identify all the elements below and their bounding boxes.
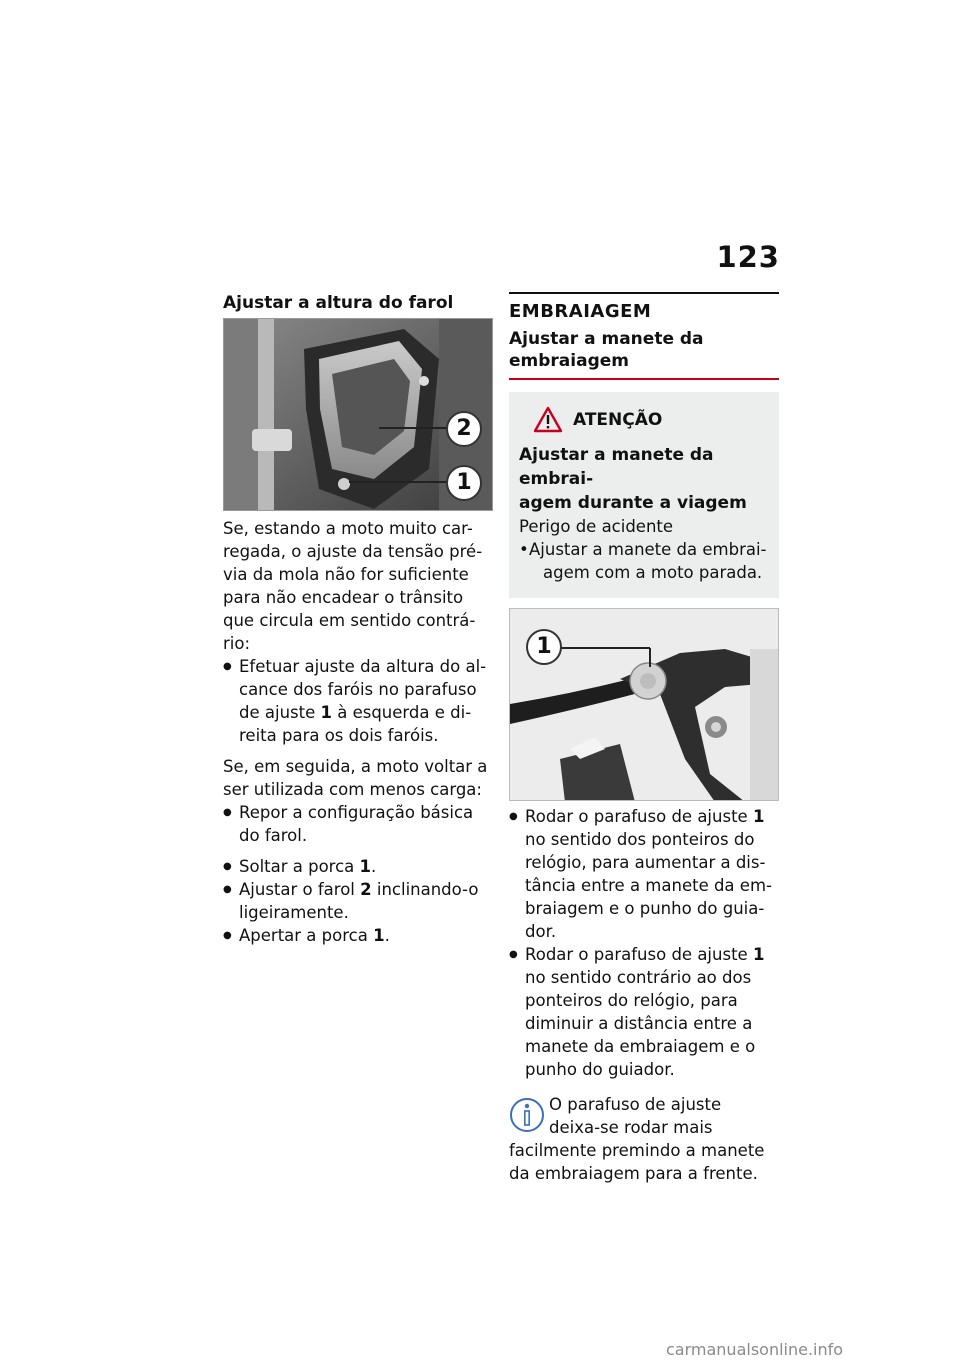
- warning-action: [519, 538, 769, 584]
- info-note: [509, 1093, 779, 1185]
- text-span: inclinando-o: [371, 880, 479, 899]
- text-line: [525, 805, 779, 828]
- text-line: ponteiros do relógio, para: [525, 991, 738, 1010]
- text-span: Soltar a porca: [239, 857, 360, 876]
- warning-headline: [519, 443, 769, 515]
- text-span: Rodar o parafuso de ajuste: [525, 807, 753, 826]
- text-line: ser utilizada com menos carga:: [223, 780, 482, 799]
- text-line: ligeiramente.: [239, 903, 349, 922]
- text-line: do farol.: [239, 826, 308, 845]
- text-line: agem durante a viagem: [519, 493, 747, 513]
- text-line: que circula em sentido contrá-: [223, 611, 476, 630]
- list-item: [509, 805, 779, 943]
- list-item: [223, 655, 493, 747]
- part-ref: 1: [359, 857, 372, 876]
- text-line: embraiagem: [509, 351, 629, 371]
- text-line: Se, em seguida, a moto voltar a: [223, 757, 488, 776]
- text-line: da embraiagem para a frente.: [509, 1164, 758, 1183]
- text-line: punho do guiador.: [525, 1060, 675, 1079]
- text-line: facilmente premindo a manete: [509, 1141, 765, 1160]
- text-line: para não encadear o trânsito: [223, 588, 464, 607]
- text-line: relógio, para aumentar a dis-: [525, 853, 766, 872]
- left-column: [223, 292, 493, 947]
- text-line: via da mola não for suficiente: [223, 565, 469, 584]
- text-span: Ajustar o farol: [239, 880, 361, 899]
- part-ref: 1: [320, 703, 332, 722]
- text-line: ● Efetuar ajuste da altura do al-: [239, 657, 487, 676]
- bullet-list: [223, 655, 493, 747]
- text-span: Rodar o parafuso de ajuste: [525, 945, 753, 964]
- text-line: agem com a moto parada.: [543, 563, 763, 582]
- steps-list: [223, 855, 493, 947]
- text-line: manete da embraiagem e o: [525, 1037, 756, 1056]
- text-line: Ajustar a manete da embrai-: [529, 540, 767, 559]
- list-item: [223, 801, 493, 847]
- text-line: Se, estando a moto muito car-: [223, 519, 473, 538]
- text-line: braiagem e o punho do guia-: [525, 899, 765, 918]
- right-column: [509, 292, 779, 1185]
- text-line: ● Repor a configuração básica: [239, 803, 474, 822]
- text-line: no sentido dos ponteiros do: [525, 830, 755, 849]
- text-line: rio:: [223, 634, 251, 653]
- page-number: 123: [716, 240, 780, 274]
- bullet-dot: •: [519, 540, 529, 559]
- text-line: Ajustar a manete da embrai-: [519, 445, 714, 489]
- callout-2: 2: [446, 411, 482, 447]
- text-line: [239, 878, 493, 901]
- warning-triangle-icon: [533, 406, 563, 433]
- watermark: carmanualsonline.info: [666, 1340, 844, 1359]
- list-item: [223, 924, 493, 947]
- list-item: [223, 855, 493, 878]
- text-line: regada, o ajuste da tensão pré-: [223, 542, 483, 561]
- text-line: [239, 701, 493, 724]
- warning-box: [509, 392, 779, 598]
- text-line: tância entre a manete da em-: [525, 876, 772, 895]
- list-item: [223, 878, 493, 924]
- text-line: dor.: [525, 922, 557, 941]
- text-line: O parafuso de ajuste: [549, 1095, 722, 1114]
- bullet-list: [223, 801, 493, 847]
- intro-paragraph: [223, 517, 493, 655]
- text-line: cance dos faróis no parafuso: [239, 680, 477, 699]
- chapter-title: EMBRAIAGEM: [509, 301, 652, 322]
- chapter-rule: [509, 292, 779, 294]
- text-line: diminuir a distância entre a: [525, 1014, 753, 1033]
- part-ref: 1: [373, 926, 385, 945]
- paragraph-2: [223, 755, 493, 801]
- text-line: Ajustar a manete da: [509, 329, 704, 349]
- text-span: à esquerda e di-: [331, 703, 472, 722]
- text-line: reita para os dois faróis.: [239, 726, 439, 745]
- text-span: .: [371, 857, 377, 876]
- part-ref: 1: [752, 945, 765, 964]
- info-icon: [509, 1095, 545, 1135]
- warning-label: ATENÇÃO: [573, 409, 663, 430]
- callout-1: 1: [446, 465, 482, 501]
- section-title: Ajustar a altura do farol: [223, 293, 454, 313]
- warning-header: [519, 406, 769, 433]
- text-line: no sentido contrário ao dos: [525, 968, 752, 987]
- subsection-rule: [509, 378, 779, 380]
- text-span: Apertar a porca: [239, 926, 374, 945]
- note-text: [509, 1093, 779, 1185]
- text-line: [525, 943, 779, 966]
- clutch-lever-figure: [509, 608, 779, 801]
- steps-list: [509, 805, 779, 1081]
- list-item: [509, 943, 779, 1081]
- part-ref: 2: [360, 880, 372, 899]
- text-span: de ajuste: [239, 703, 321, 722]
- text-span: .: [384, 926, 390, 945]
- subsection-title: [509, 328, 779, 372]
- headlight-figure: [223, 318, 493, 511]
- callout-1: 1: [526, 629, 562, 665]
- part-ref: 1: [752, 807, 765, 826]
- warning-risk: Perigo de acidente: [519, 517, 674, 536]
- text-line: deixa-se rodar mais: [549, 1118, 713, 1137]
